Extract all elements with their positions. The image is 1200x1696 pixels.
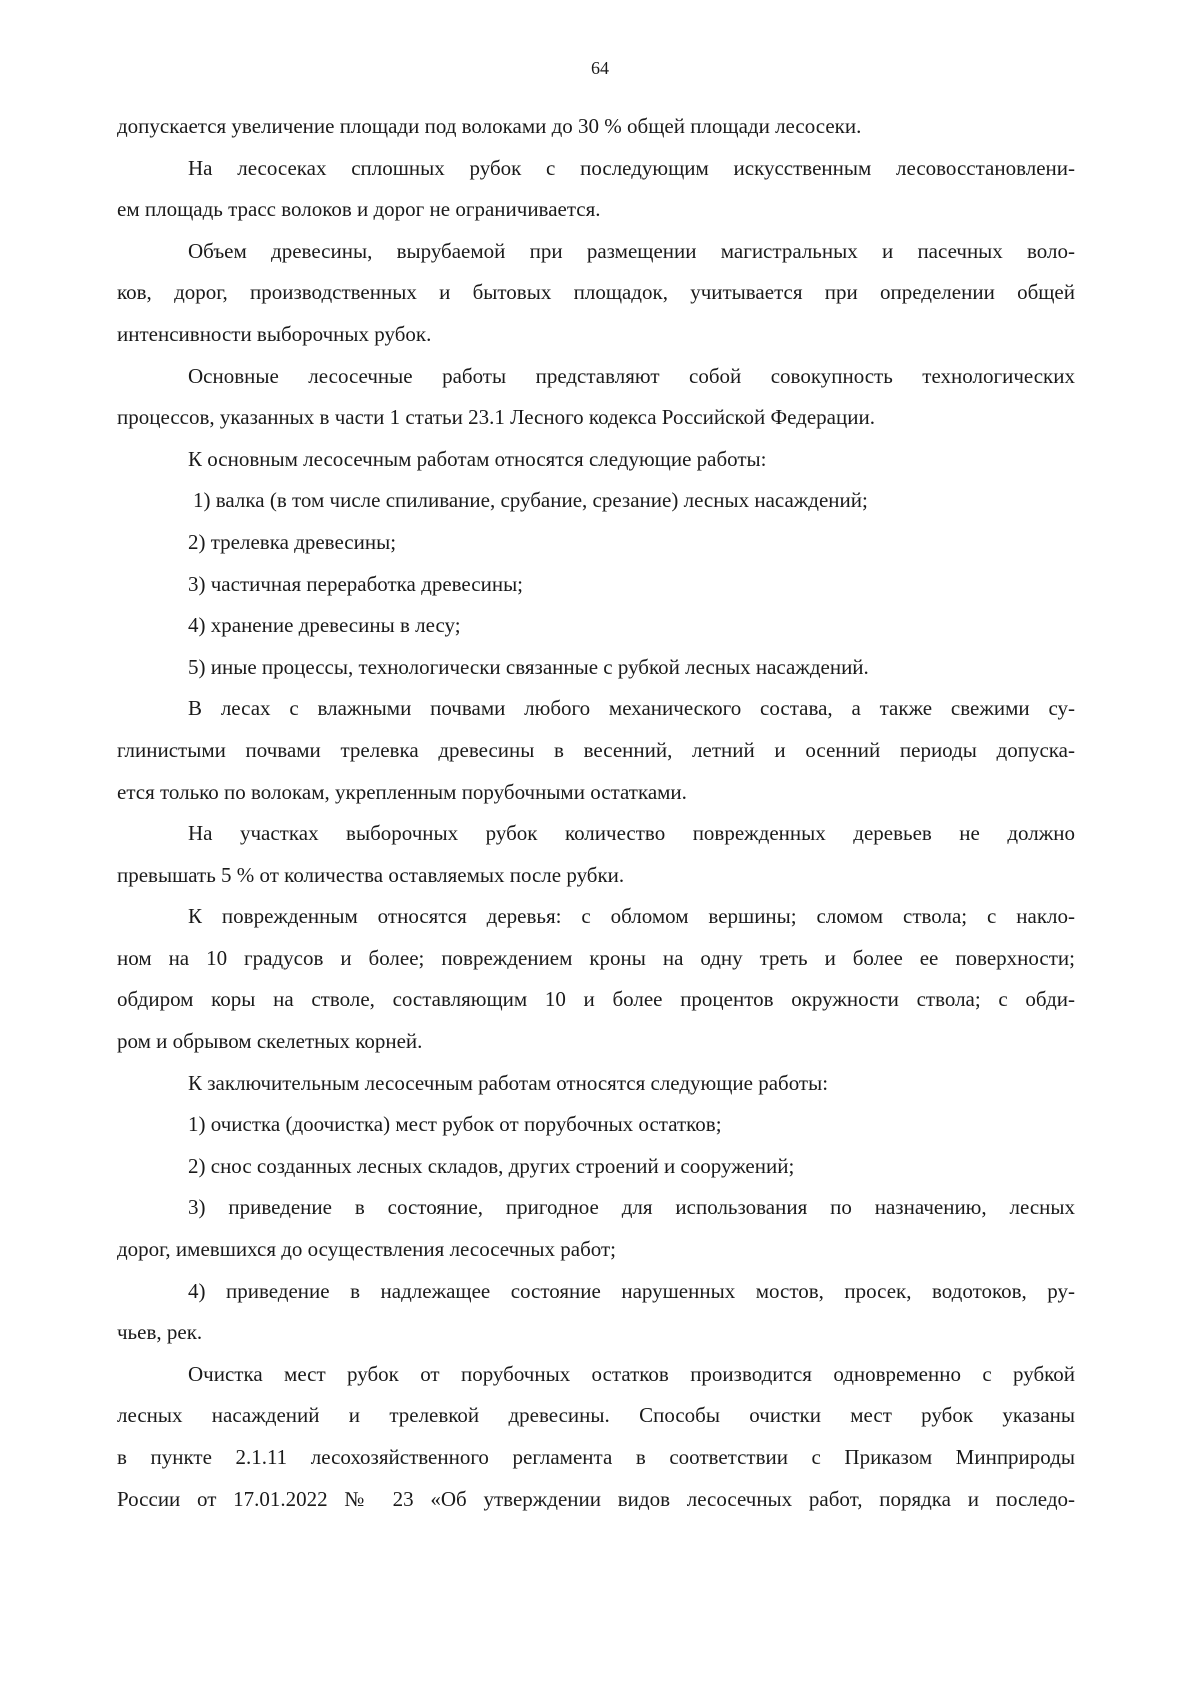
text-line: В лесах с влажными почвами любого механического состава, а также свежими су-: [188, 696, 1075, 721]
text-line: 3) приведение в состояние, пригодное для использования по назначению, лесных: [188, 1195, 1075, 1220]
text-line: К поврежденным относятся деревья: с обломом вершины; сломом ствола; с накло-: [188, 904, 1075, 929]
text-line: 3) частичная переработка древесины;: [188, 571, 524, 596]
text-line: На участках выборочных рубок количество поврежденных деревьев не должно: [188, 821, 1075, 846]
text-line: Очистка мест рубок от порубочных остатков производится одновременно с рубкой: [188, 1361, 1075, 1386]
text-line: К заключительным лесосечным работам относятся следующие работы:: [188, 1070, 829, 1095]
text-line: ков, дорог, производственных и бытовых площадок, учитывается при определении общей: [117, 280, 1075, 305]
text-line: Основные лесосечные работы представляют собой совокупность технологических: [188, 363, 1075, 388]
text-line: 1) очистка (доочистка) мест рубок от порубочных остатков;: [188, 1112, 722, 1137]
text-line: превышать 5 % от количества оставляемых после рубки.: [117, 862, 625, 887]
text-line: 5) иные процессы, технологически связанные с рубкой лесных насаждений.: [188, 654, 869, 679]
text-line: ем площадь трасс волоков и дорог не ограничивается.: [117, 197, 601, 222]
text-line: ется только по волокам, укрепленным порубочными остатками.: [117, 779, 687, 804]
text-line: чьев, рек.: [117, 1320, 203, 1345]
text-line: обдиром коры на стволе, составляющим 10 и более процентов окружности ствола; с обди-: [117, 987, 1075, 1012]
text-line: ном на 10 градусов и более; повреждением кроны на одну треть и более ее поверхности;: [117, 945, 1075, 970]
text-line: России от 17.01.2022 № 23 «Об утверждении видов лесосечных работ, порядка и последо-: [117, 1486, 1075, 1511]
text-line: допускается увеличение площади под волоками до 30 % общей площади лесосеки.: [117, 114, 862, 138]
text-line: 2) трелевка древесины;: [188, 529, 397, 554]
text-line: интенсивности выборочных рубок.: [117, 321, 432, 346]
text-line: процессов, указанных в части 1 статьи 23.1 Лесного кодекса Российской Федерации.: [117, 405, 875, 430]
text-line: 1) валка (в том числе спиливание, срубание, срезание) лесных насаждений;: [193, 488, 868, 513]
text-line: лесных насаждений и трелевкой древесины. Способы очистки мест рубок указаны: [117, 1403, 1075, 1428]
text-line: 2) снос созданных лесных складов, других строений и сооружений;: [188, 1153, 795, 1178]
text-line: дорог, имевшихся до осуществления лесосечных работ;: [117, 1237, 617, 1262]
text-line: глинистыми почвами трелевка древесины в весенний, летний и осенний периоды допуска-: [117, 737, 1075, 762]
text-line: К основным лесосечным работам относятся следующие работы:: [188, 446, 767, 471]
text-line: Объем древесины, вырубаемой при размещении магистральных и пасечных воло-: [188, 238, 1075, 263]
text-line: ром и обрывом скелетных корней.: [117, 1029, 423, 1054]
text-line: 4) хранение древесины в лесу;: [188, 613, 461, 638]
text-line: 4) приведение в надлежащее состояние нарушенных мостов, просек, водотоков, ру-: [188, 1278, 1075, 1303]
page-number: 64: [591, 58, 609, 78]
text-line: в пункте 2.1.11 лесохозяйственного регламента в соответствии с Приказом Минприроды: [117, 1445, 1075, 1469]
document-body: [117, 106, 1075, 1520]
text-line: На лесосеках сплошных рубок с последующим искусственным лесовосстановлени-: [188, 155, 1075, 180]
